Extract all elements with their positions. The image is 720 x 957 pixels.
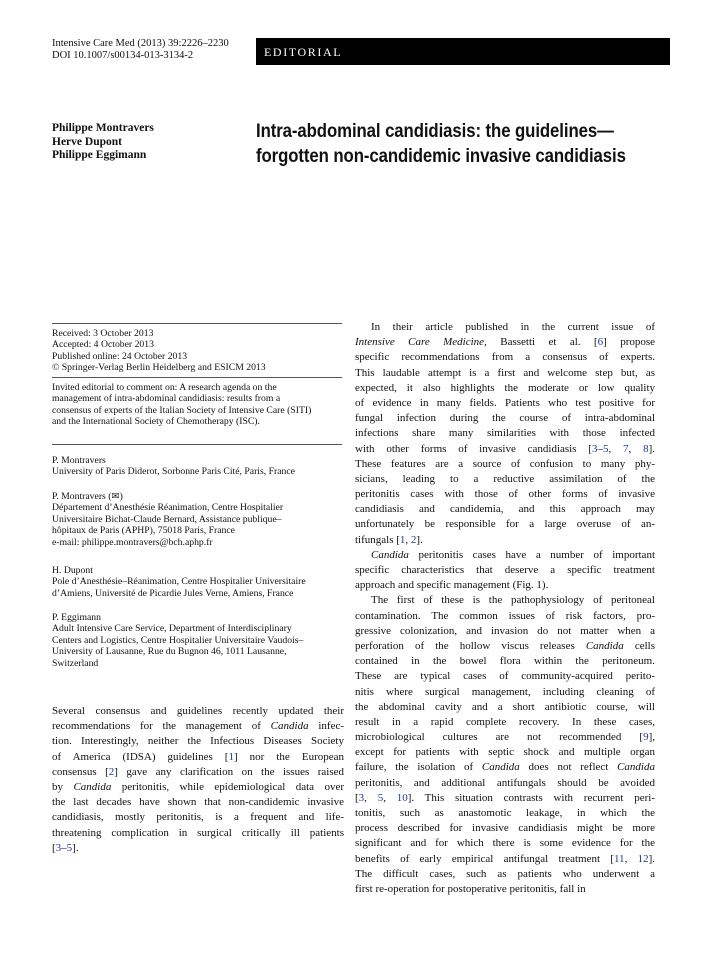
doi[interactable]: DOI 10.1007/s00134-013-3134-2: [52, 50, 194, 61]
journal-meta: [52, 38, 229, 62]
text-line: with other forms of invasive candidiasis [3–5, 7, 8].: [355, 442, 655, 455]
text-line: the abdominal cavity and a short antibiotic course, will: [355, 700, 655, 713]
article-title: [256, 119, 626, 169]
text-line: contamination. The common issues of risk factors, pro-: [355, 609, 655, 622]
text-line: of evidence in many fields. Patients who test positive for: [355, 396, 655, 409]
text-line: threatening complication in surgical critically ill patients: [52, 826, 344, 839]
text-line: significant and for which there is some evidence for the: [355, 837, 655, 850]
text-line: unfortunately be responsible for a large overuse of an-: [355, 518, 655, 531]
text-line: specific characteristics that deserve a specific treatment: [355, 564, 655, 576]
text-line: benefits of early empirical antifungal treatment [11, 12].: [355, 852, 655, 865]
invited-note: Invited editorial to comment on: A research agenda on the management of intra-abdominal candidiasis: results from a consensus of experts of the Italian Society of Intensive Care (SITI) and the International Society of Chemotherapy (ISC).: [52, 382, 312, 428]
text-line: [3–5].: [52, 841, 79, 854]
author: Philippe Montravers: [52, 122, 154, 134]
text-line: In their article published in the current issue of: [371, 321, 655, 333]
text-line: This laudable attempt is a first and welcome step but, as: [355, 366, 655, 379]
text-line: fungal infection during the course of intra-abdominal: [355, 412, 655, 425]
text-line: tion. Interestingly, neither the Infectious Diseases Society: [52, 735, 344, 748]
date-published: Published online: 24 October 2013: [52, 350, 188, 362]
text-line: candidiasis and candidemia, and this approach may: [355, 503, 655, 516]
divider: [52, 377, 342, 378]
text-line: sicians, leading to a reductive assimilation of the: [355, 472, 655, 485]
text-line: Candida peritonitis cases have a number of important: [371, 548, 655, 561]
text-line: infections share many similarities with those infected: [355, 427, 655, 440]
divider: [52, 444, 342, 445]
affiliation-montravers-1: P. Montravers University of Paris Diderot, Sorbonne Paris Cité, Paris, France: [52, 455, 295, 478]
text-line: first re-operation for postoperative peritonitis, fall in: [355, 882, 586, 895]
title-line: forgotten non-candidemic invasive candidiasis: [256, 145, 626, 167]
title-line: Intra-abdominal candidiasis: the guidelines—: [256, 120, 614, 142]
email-link[interactable]: e-mail: philippe.montravers@bch.aphp.fr: [52, 536, 213, 548]
text-line: Intensive Care Medicine, Bassetti et al. [6] propose: [355, 336, 655, 349]
text-line: result in a rapid complete recovery. In these cases,: [355, 715, 655, 728]
section-label: EDITORIAL: [256, 38, 670, 65]
publication-dates: [52, 328, 342, 374]
text-line: nitis where surgical management, including cleaning of: [355, 685, 655, 698]
text-line: peritonitis cases with those of other forms of invasive: [355, 488, 655, 501]
text-line: except for patients with septic shock and multiple organ: [355, 746, 655, 759]
text-line: specific recommendations from a consensus of experts.: [355, 351, 655, 364]
affiliation-montravers-2: P. Montravers (✉) Département d’Anesthésie Réanimation, Centre Hospitalier Universitaire Bichat-Claude Bernard, Assistance publique– hôpitaux de Paris (APHP), 75018 Paris, France e-mail: philippe.montravers@bch.aphp.fr: [52, 491, 342, 548]
date-accepted: Accepted: 4 October 2013: [52, 339, 154, 351]
text-line: Several consensus and guidelines recently updated their: [52, 705, 344, 717]
text-line: tonitis, such as anastomotic leakage, in which the: [355, 807, 655, 819]
text-line: gressive colonization, and invasion do not matter when a: [355, 624, 655, 637]
journal-citation: Intensive Care Med (2013) 39:2226–2230: [52, 38, 229, 49]
text-line: The difficult cases, such as patients who underwent a: [355, 867, 655, 880]
text-line: by Candida peritonitis, while epidemiological data over: [52, 780, 344, 793]
affiliation-dupont: H. Dupont Pole d’Anesthésie–Réanimation, Centre Hospitalier Universitaire d’Amiens, Université de Picardie Jules Verne, Amiens, France: [52, 565, 306, 599]
text-line: The first of these is the pathophysiology of peritoneal: [371, 594, 655, 607]
text-line: expected, it also highlights the moderate or low quality: [355, 381, 655, 394]
copyright: © Springer-Verlag Berlin Heidelberg and ESICM 2013: [52, 362, 266, 374]
author: Herve Dupont: [52, 135, 122, 148]
text-line: microbiological cultures are not recommended [9],: [355, 731, 655, 744]
text-line: of America (IDSA) guidelines [1] nor the European: [52, 750, 344, 763]
text-line: process described for invasive candidiasis might be more: [355, 822, 655, 835]
divider: [52, 323, 342, 324]
text-line: failure, the isolation of Candida does not reflect Candida: [355, 761, 655, 774]
author: Philippe Eggimann: [52, 149, 147, 161]
text-line: the last decades have shown that non-candidemic invasive: [52, 796, 344, 809]
text-line: These features are a source of confusion to many phy-: [355, 457, 655, 470]
body-text-left: [52, 704, 344, 856]
text-line: contained in the bowel flora within the peritoneum.: [355, 655, 655, 668]
body-text-right: [355, 320, 655, 897]
text-line: recommendations for the management of Candida infec-: [52, 720, 344, 733]
author-list: [52, 122, 154, 163]
text-line: [3, 5, 10]. This situation contrasts with recurrent peri-: [355, 791, 655, 804]
text-line: consensus [2] gave any clarification on the issues raised: [52, 765, 344, 778]
text-line: peritonitis, and additional antifungals should be avoided: [355, 776, 655, 789]
date-received: Received: 3 October 2013: [52, 328, 154, 339]
text-line: candidiasis, mostly peritonitis, is a frequent and life-: [52, 811, 344, 824]
text-line: perforation of the hollow viscus releases Candida cells: [355, 639, 655, 652]
affiliation-eggimann: P. Eggimann Adult Intensive Care Service, Department of Interdisciplinary Centers and Logistics, Centre Hospitalier Universitaire Vaudois– University of Lausanne, Rue du Bugnon 46, 1011 Lausanne, Switzerland: [52, 612, 304, 669]
text-line: These are typical cases of community-acquired perito-: [355, 670, 655, 683]
text-line: tifungals [1, 2].: [355, 533, 423, 546]
text-line: approach and specific management (Fig. 1).: [355, 579, 549, 592]
